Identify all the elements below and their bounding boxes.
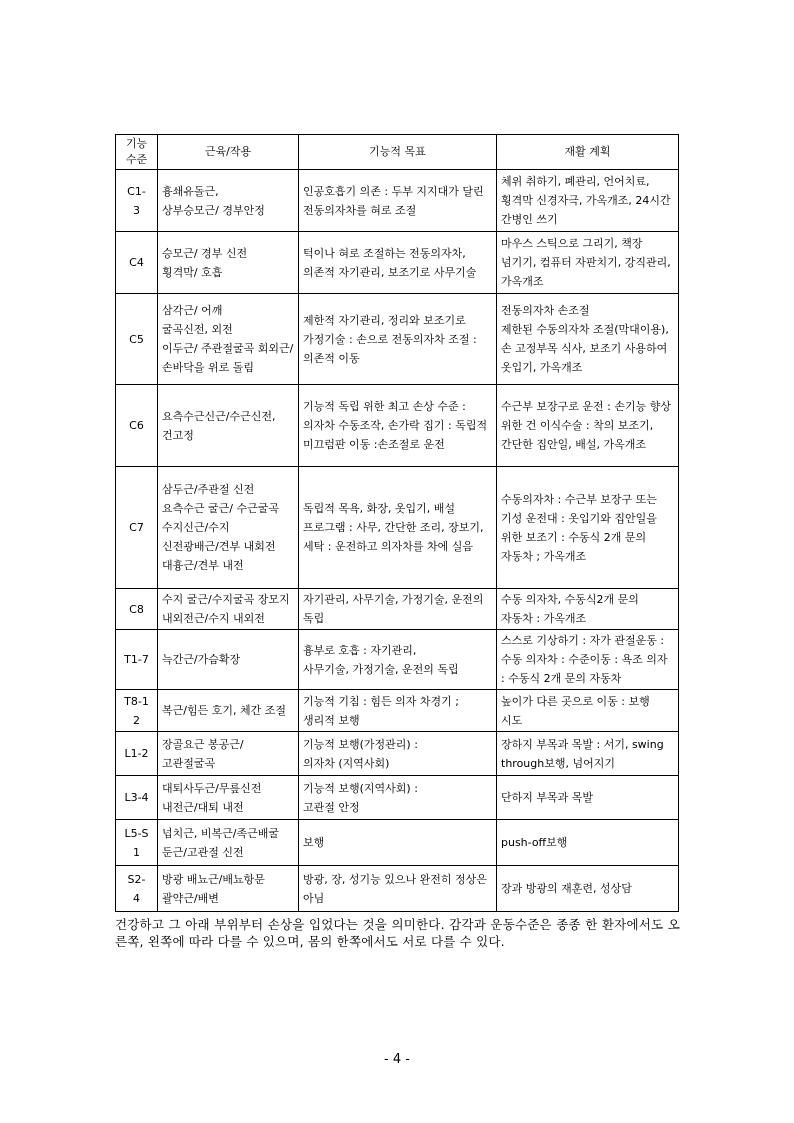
table-row	[116, 232, 679, 294]
level-cell-line: L3-4	[124, 791, 149, 804]
level-cell-line: C7	[129, 521, 144, 534]
level-cell	[116, 385, 158, 467]
plan-cell-line: push-off보행	[501, 836, 568, 849]
table-row	[116, 820, 679, 866]
muscle-cell	[158, 385, 299, 467]
goal-cell-line: 제한적 자기관리, 정리와 보조기로 가정기술 : 손으로 전동의자차 조절 : 의존적 이동	[303, 313, 477, 365]
goal-cell	[299, 820, 497, 866]
muscle-cell	[158, 732, 299, 776]
muscle-cell-line: 수지 굴근/수지굴곡 장모지 내외전근/수지 내외전	[162, 593, 290, 625]
goal-cell-line: 기능적 보행(가정관리) :	[303, 737, 418, 751]
table-row	[116, 776, 679, 820]
muscle-cell-line: 수지신근/수지	[162, 521, 230, 534]
muscle-cell-line: 삼각근/ 어깨	[162, 304, 223, 317]
plan-cell	[497, 589, 679, 630]
plan-cell-line: 장하지 부목과 목발 : 서기, swing through보행, 넘어지기	[501, 737, 664, 770]
muscle-cell-line: 요측수근신근/수근신전, 건고정	[162, 409, 276, 442]
muscle-cell	[158, 820, 299, 866]
level-cell-line: 4	[133, 891, 140, 905]
muscle-cell-line: 이두근/ 주관절굴곡 회외근/손바닥을 위로 돌림	[162, 342, 294, 374]
muscle-cell	[158, 170, 299, 232]
muscle-cell	[158, 866, 299, 912]
level-cell	[116, 820, 158, 866]
level-cell	[116, 630, 158, 690]
plan-cell-line: 마우스 스틱으로 그리기, 책장 넘기기, 컴퓨터 자판치기, 강직관리, 가옥개조	[501, 237, 671, 288]
header-plan: 재활 계획	[497, 135, 679, 170]
level-cell	[116, 232, 158, 294]
muscle-cell-line: 넙치근, 비복근/족근배굴	[162, 826, 279, 840]
muscle-cell-line: 승모근/ 경부 신전	[162, 246, 248, 260]
goal-cell-line: 기능적 보행(지역사회) :	[303, 781, 418, 795]
plan-cell-line: 단하지 부목과 목발	[501, 791, 594, 804]
muscle-cell	[158, 294, 299, 385]
level-cell	[116, 732, 158, 776]
plan-cell-line: 장과 방광의 재훈련, 성상담	[501, 882, 632, 895]
goal-cell	[299, 294, 497, 385]
muscle-cell	[158, 690, 299, 732]
level-cell	[116, 467, 158, 589]
header-goal: 기능적 목표	[299, 135, 497, 170]
goal-cell-line: 기능적 기침 : 힘든 의자 차경기 ; 생리적 보행	[303, 694, 459, 727]
goal-cell-line: 보행	[303, 836, 325, 849]
goal-cell-line: 흉부로 호흡 : 자기관리,	[303, 643, 417, 657]
plan-cell-line: 체위 취하기, 폐관리, 언어치료, 횡격막 신경자극, 가옥개조, 24시간 간병인 쓰기	[501, 175, 671, 226]
goal-cell-line: 인공호흡기 의존 : 두부 지지대가 달린 전동의자차를 혀로 조절	[303, 184, 484, 217]
table-row	[116, 630, 679, 690]
page-number: - 4 -	[384, 1052, 410, 1067]
goal-cell-line: 고관절 안정	[303, 800, 360, 814]
goal-cell	[299, 385, 497, 467]
table-row	[116, 589, 679, 630]
muscle-cell	[158, 630, 299, 690]
level-cell	[116, 776, 158, 820]
plan-cell-line: 수동 의자차, 수동식2개 문의 자동차 : 가옥개조	[501, 593, 639, 625]
table-row	[116, 467, 679, 589]
rehab-level-table	[115, 134, 679, 912]
table-row	[116, 294, 679, 385]
plan-cell	[497, 630, 679, 690]
level-cell	[116, 589, 158, 630]
table-row	[116, 385, 679, 467]
muscle-cell-line: 흉쇄유돌근,	[162, 184, 219, 198]
level-cell	[116, 866, 158, 912]
muscle-cell-line: 대흉근/견부 내전	[162, 559, 244, 572]
level-cell-line: C5	[129, 332, 144, 346]
goal-cell	[299, 630, 497, 690]
goal-cell-line: 방광, 장, 성기능 있으나 완전히 정상은 아님	[303, 872, 487, 905]
muscle-cell-line: 늑간근/가슴확장	[162, 653, 241, 666]
muscle-cell-line: 복근/힘든 호기, 체간 조절	[162, 704, 286, 717]
header-muscle: 근육/작용	[158, 135, 299, 170]
goal-cell	[299, 467, 497, 589]
muscle-cell-line: 상부승모근/ 경부안정	[162, 203, 265, 217]
goal-cell-line: 기능적 독립 위한 최고 손상 수준 : 의자차 수동조작, 손가락 집기 : 독립적 미끄럼판 이동 :손조절로 운전	[303, 400, 488, 451]
level-cell-line: C6	[129, 419, 144, 432]
level-cell-line: 2	[133, 713, 140, 727]
goal-cell	[299, 589, 497, 630]
plan-cell-line: 전동의자차 손조절	[501, 304, 590, 317]
plan-cell	[497, 820, 679, 866]
level-cell-line: L1-2	[124, 747, 149, 760]
muscle-cell-line: 방광 배뇨근/배뇨항문 괄약근/배변	[162, 872, 265, 905]
plan-cell	[497, 866, 679, 912]
level-cell	[116, 294, 158, 385]
level-cell-line: C1-	[127, 184, 146, 198]
plan-cell	[497, 732, 679, 776]
plan-cell	[497, 294, 679, 385]
plan-cell-line: 수동의자차 : 수근부 보장구 또는 기성 운전대 : 옷입기와 집안일을 위한 보조기 : 수동식 2개 문의 자동차 ; 가옥개조	[501, 492, 657, 563]
plan-cell-line: 수근부 보장구로 운전 : 손기능 향상 위한 건 이식수술 : 착의 보조기, 간단한 집안일, 배설, 가옥개조	[501, 400, 671, 451]
level-cell-line: C4	[129, 256, 144, 269]
plan-cell	[497, 232, 679, 294]
table-row	[116, 866, 679, 912]
goal-cell	[299, 776, 497, 820]
table-header-row	[116, 135, 679, 170]
level-cell-line: T1-7	[124, 653, 149, 666]
goal-cell-line: 자기관리, 사무기술, 가정기술, 운전의 독립	[303, 593, 484, 625]
goal-cell	[299, 866, 497, 912]
table-row	[116, 690, 679, 732]
plan-cell-line: 제한된 수동의자차 조절(막대이용),손 고정부목 식사, 보조기 사용하여 옷입기, 가옥개조	[501, 323, 669, 374]
muscle-cell-line: 장골요근 봉공근/고관절굴곡	[162, 737, 244, 770]
goal-cell	[299, 732, 497, 776]
level-cell	[116, 690, 158, 732]
table-row	[116, 170, 679, 232]
muscle-cell	[158, 589, 299, 630]
table-row	[116, 732, 679, 776]
goal-cell	[299, 690, 497, 732]
level-cell-line: 3	[133, 203, 140, 217]
goal-cell	[299, 170, 497, 232]
level-cell-line: C8	[129, 602, 144, 616]
muscle-cell-line: 횡격막/ 호흡	[162, 265, 223, 279]
level-cell-line: S2-	[127, 872, 146, 886]
muscle-cell-line: 삼두근/주관절 신전 요측수근 굴근/ 수근굴곡	[162, 483, 279, 515]
level-cell-line: 1	[133, 845, 140, 859]
header-level	[116, 135, 158, 170]
muscle-cell-line: 신전광배근/견부 내회전	[162, 540, 276, 553]
header-level-line: 기능	[125, 137, 148, 150]
goal-cell-line: 독립적 목욕, 화장, 옷입기, 배설 프로그램 : 사무, 간단한 조리, 장보기, 세탁 : 운전하고 의자차를 차에 실음	[303, 502, 484, 553]
level-cell	[116, 170, 158, 232]
muscle-cell	[158, 232, 299, 294]
plan-cell-line: 스스로 기상하기 : 자가 관절운동 : 수동 의자차 : 수준이동 : 욕조 의자 : 수동식 2개 문의 자동차	[501, 634, 668, 685]
goal-cell-line: 턱이나 혀로 조절하는 전동의자차, 의존적 자기관리, 보조기로 사무기술	[303, 246, 477, 279]
muscle-cell	[158, 776, 299, 820]
goal-cell	[299, 232, 497, 294]
header-level-line: 수준	[125, 153, 148, 166]
plan-cell-line: 높이가 다른 곳으로 이동 : 보행 시도	[501, 694, 650, 727]
muscle-cell-line: 둔근/고관절 신전	[162, 845, 244, 859]
level-cell-line: T8-1	[124, 694, 149, 708]
muscle-cell-line: 대퇴사두근/무릎신전 내전근/대퇴 내전	[162, 781, 262, 814]
muscle-cell-line: 굴곡신전, 외전	[162, 323, 233, 336]
plan-cell	[497, 690, 679, 732]
plan-cell	[497, 170, 679, 232]
goal-cell-line: 사무기술, 가정기술, 운전의 독립	[303, 662, 459, 676]
level-cell-line: L5-S	[124, 826, 149, 840]
plan-cell	[497, 385, 679, 467]
goal-cell-line: 의자차 (지역사회)	[303, 756, 390, 770]
body-paragraph: 건강하고 그 아래 부위부터 손상을 입었다는 것을 의미한다. 감각과 운동수준은 종종 한 환자에서도 오른쪽, 왼쪽에 따라 다를 수 있으며, 몸의 한쪽에서도 서로 다를 수 있다.	[115, 917, 680, 949]
plan-cell	[497, 776, 679, 820]
plan-cell	[497, 467, 679, 589]
muscle-cell	[158, 467, 299, 589]
